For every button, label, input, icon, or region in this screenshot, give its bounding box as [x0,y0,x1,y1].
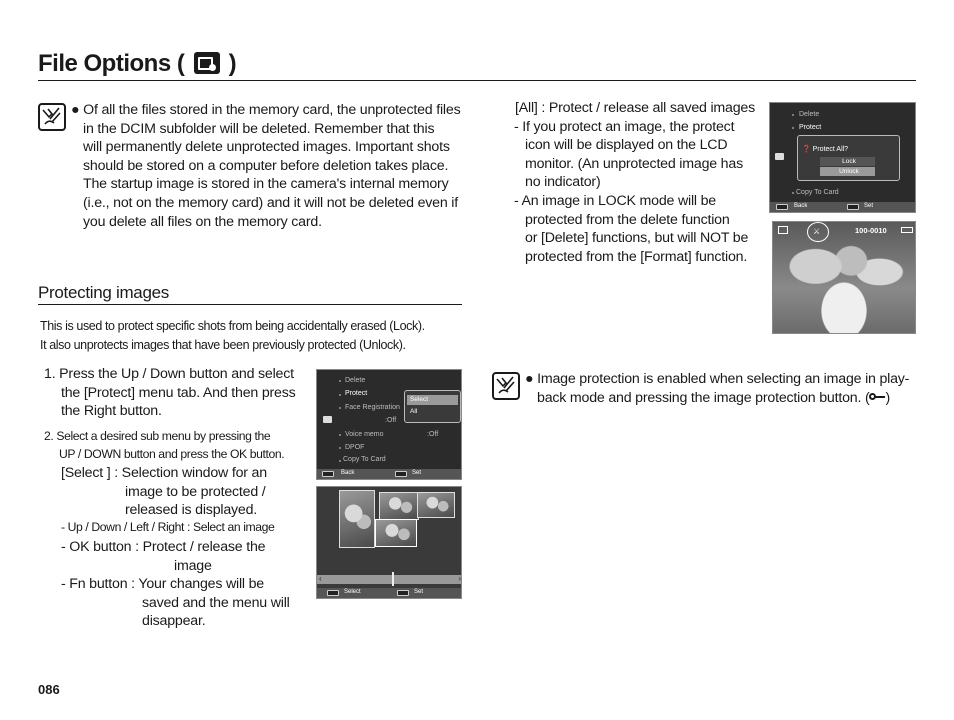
menu-item-delete[interactable]: Delete [345,377,366,384]
step-1: 1. Press the Up / Down button and select the [Protect] menu tab. And then press the Right button. [44,366,296,420]
screen-protect-menu [316,369,462,480]
camera-settings-icon [775,153,784,160]
select-item: [Select ] : Selection window for an image to be protected / released is displayed. [61,465,267,519]
ok-key-icon [847,204,859,210]
note-top-line-4: should be stored on a computer before deletion takes place. [83,157,449,174]
set-label[interactable]: Set [414,589,424,595]
title-divider [38,80,916,81]
file-number: 100-0010 [855,226,887,235]
scroll-marker [392,572,394,586]
fn-key-icon [397,590,409,596]
page-title [38,50,236,78]
screen-button-bar [317,588,461,598]
section-divider [38,304,462,305]
protect-all-dialog [797,135,900,181]
battery-icon [901,227,913,233]
back-label[interactable]: Back [341,470,355,476]
title-suffix: ) [228,50,237,77]
option-lock[interactable]: Lock [820,157,875,166]
key-icon [869,393,885,401]
note-icon [492,372,520,400]
sub-fn: - Fn button : Your changes will be saved and the menu will disappear. [61,576,290,630]
step-2: 2. Select a desired sub menu by pressing the UP / DOWN button and press the OK button. [44,429,285,461]
ok-key-icon [395,471,407,477]
option-unlock[interactable]: Unlock [820,167,875,176]
menu-item-copy-to-card[interactable]: Copy To Card [343,456,386,463]
note-top-line-6: (i.e., not on the memory card) and it will not be deleted even if [83,194,458,211]
screen-playback-photo [772,221,916,334]
intro-line-2: It also unprotects images that have been previously protected (Unlock). [40,338,406,352]
ok-key-icon [327,590,339,596]
note-top-line-2: in the DCIM subfolder will be deleted. Remember that this [83,120,435,137]
screen-button-bar [317,469,461,479]
note-icon [38,103,66,131]
set-label[interactable]: Set [412,470,422,476]
screen-protect-all [769,102,916,213]
scroll-strip[interactable] [317,575,462,584]
thumbnail-1[interactable] [339,490,375,548]
select-label[interactable]: Select [344,589,361,595]
section-heading: Protecting images [38,283,169,302]
menu-item-dpof[interactable]: DPOF [345,444,365,451]
key-icon: ⚔ [813,227,821,236]
camera-settings-icon [323,416,332,423]
page-number: 086 [38,682,60,697]
screen-image-select [316,486,462,599]
intro-text [40,317,425,355]
dialog-title: ❓ Protect All? [802,146,849,153]
thumbnail-2[interactable] [379,492,419,520]
menu-item-copy-to-card[interactable]: Copy To Card [796,189,839,196]
menu-item-protect[interactable]: Protect [345,390,368,397]
note-top-line-7: you delete all files on the memory card. [83,213,322,230]
menu-key-icon [776,204,788,210]
right-column-text: [All] : Protect / release all saved images - If you protect an image, the protect icon will be displayed on the LCD monitor. (An unprotected image has no indicator) - An image in LOCK mode will be protected from the delete function or [Delete] functions, but will NOT be protected from the [Format] function. [514,100,755,265]
note-top-line-5: The startup image is stored in the camera's internal memory [83,176,449,193]
chevron-right-icon[interactable]: › [458,574,461,583]
note-bottom: ● Image protection is enabled when selecting an image in play- back mode and pressing the image protection button. ( ) [525,371,910,406]
menu-value-face-registration: :Off [385,417,397,424]
menu-item-voice-memo[interactable]: Voice memo [345,431,384,438]
title-prefix: File Options ( [38,50,185,77]
menu-key-icon [322,471,334,477]
thumbnail-3[interactable] [417,492,455,518]
protect-options-popup [404,390,461,423]
intro-line-1: This is used to protect specific shots from being accidentally erased (Lock). [40,319,425,333]
chevron-left-icon[interactable]: ‹ [319,574,322,583]
note-top-line-1: ● Of all the files stored in the memory card, the unprotected files [71,102,461,118]
option-select[interactable]: Select [407,395,458,405]
camera-settings-icon [194,52,220,74]
menu-item-delete[interactable]: Delete [799,111,820,118]
sub-ok: - OK button : Protect / release the image [61,539,266,574]
back-label[interactable]: Back [794,203,808,209]
menu-item-protect[interactable]: Protect [799,124,822,131]
menu-item-face-registration[interactable]: Face Registration [345,404,400,411]
set-label[interactable]: Set [864,203,874,209]
option-all[interactable]: All [410,408,418,415]
menu-value-voice-memo: :Off [427,431,439,438]
sub-nav: - Up / Down / Left / Right : Select an image [61,520,275,534]
note-top [71,101,466,231]
playback-icon [778,226,788,234]
note-top-line-3: will permanently delete unprotected images. Important shots [83,139,450,156]
screen-button-bar [770,202,915,212]
thumbnail-selected[interactable] [375,519,417,547]
